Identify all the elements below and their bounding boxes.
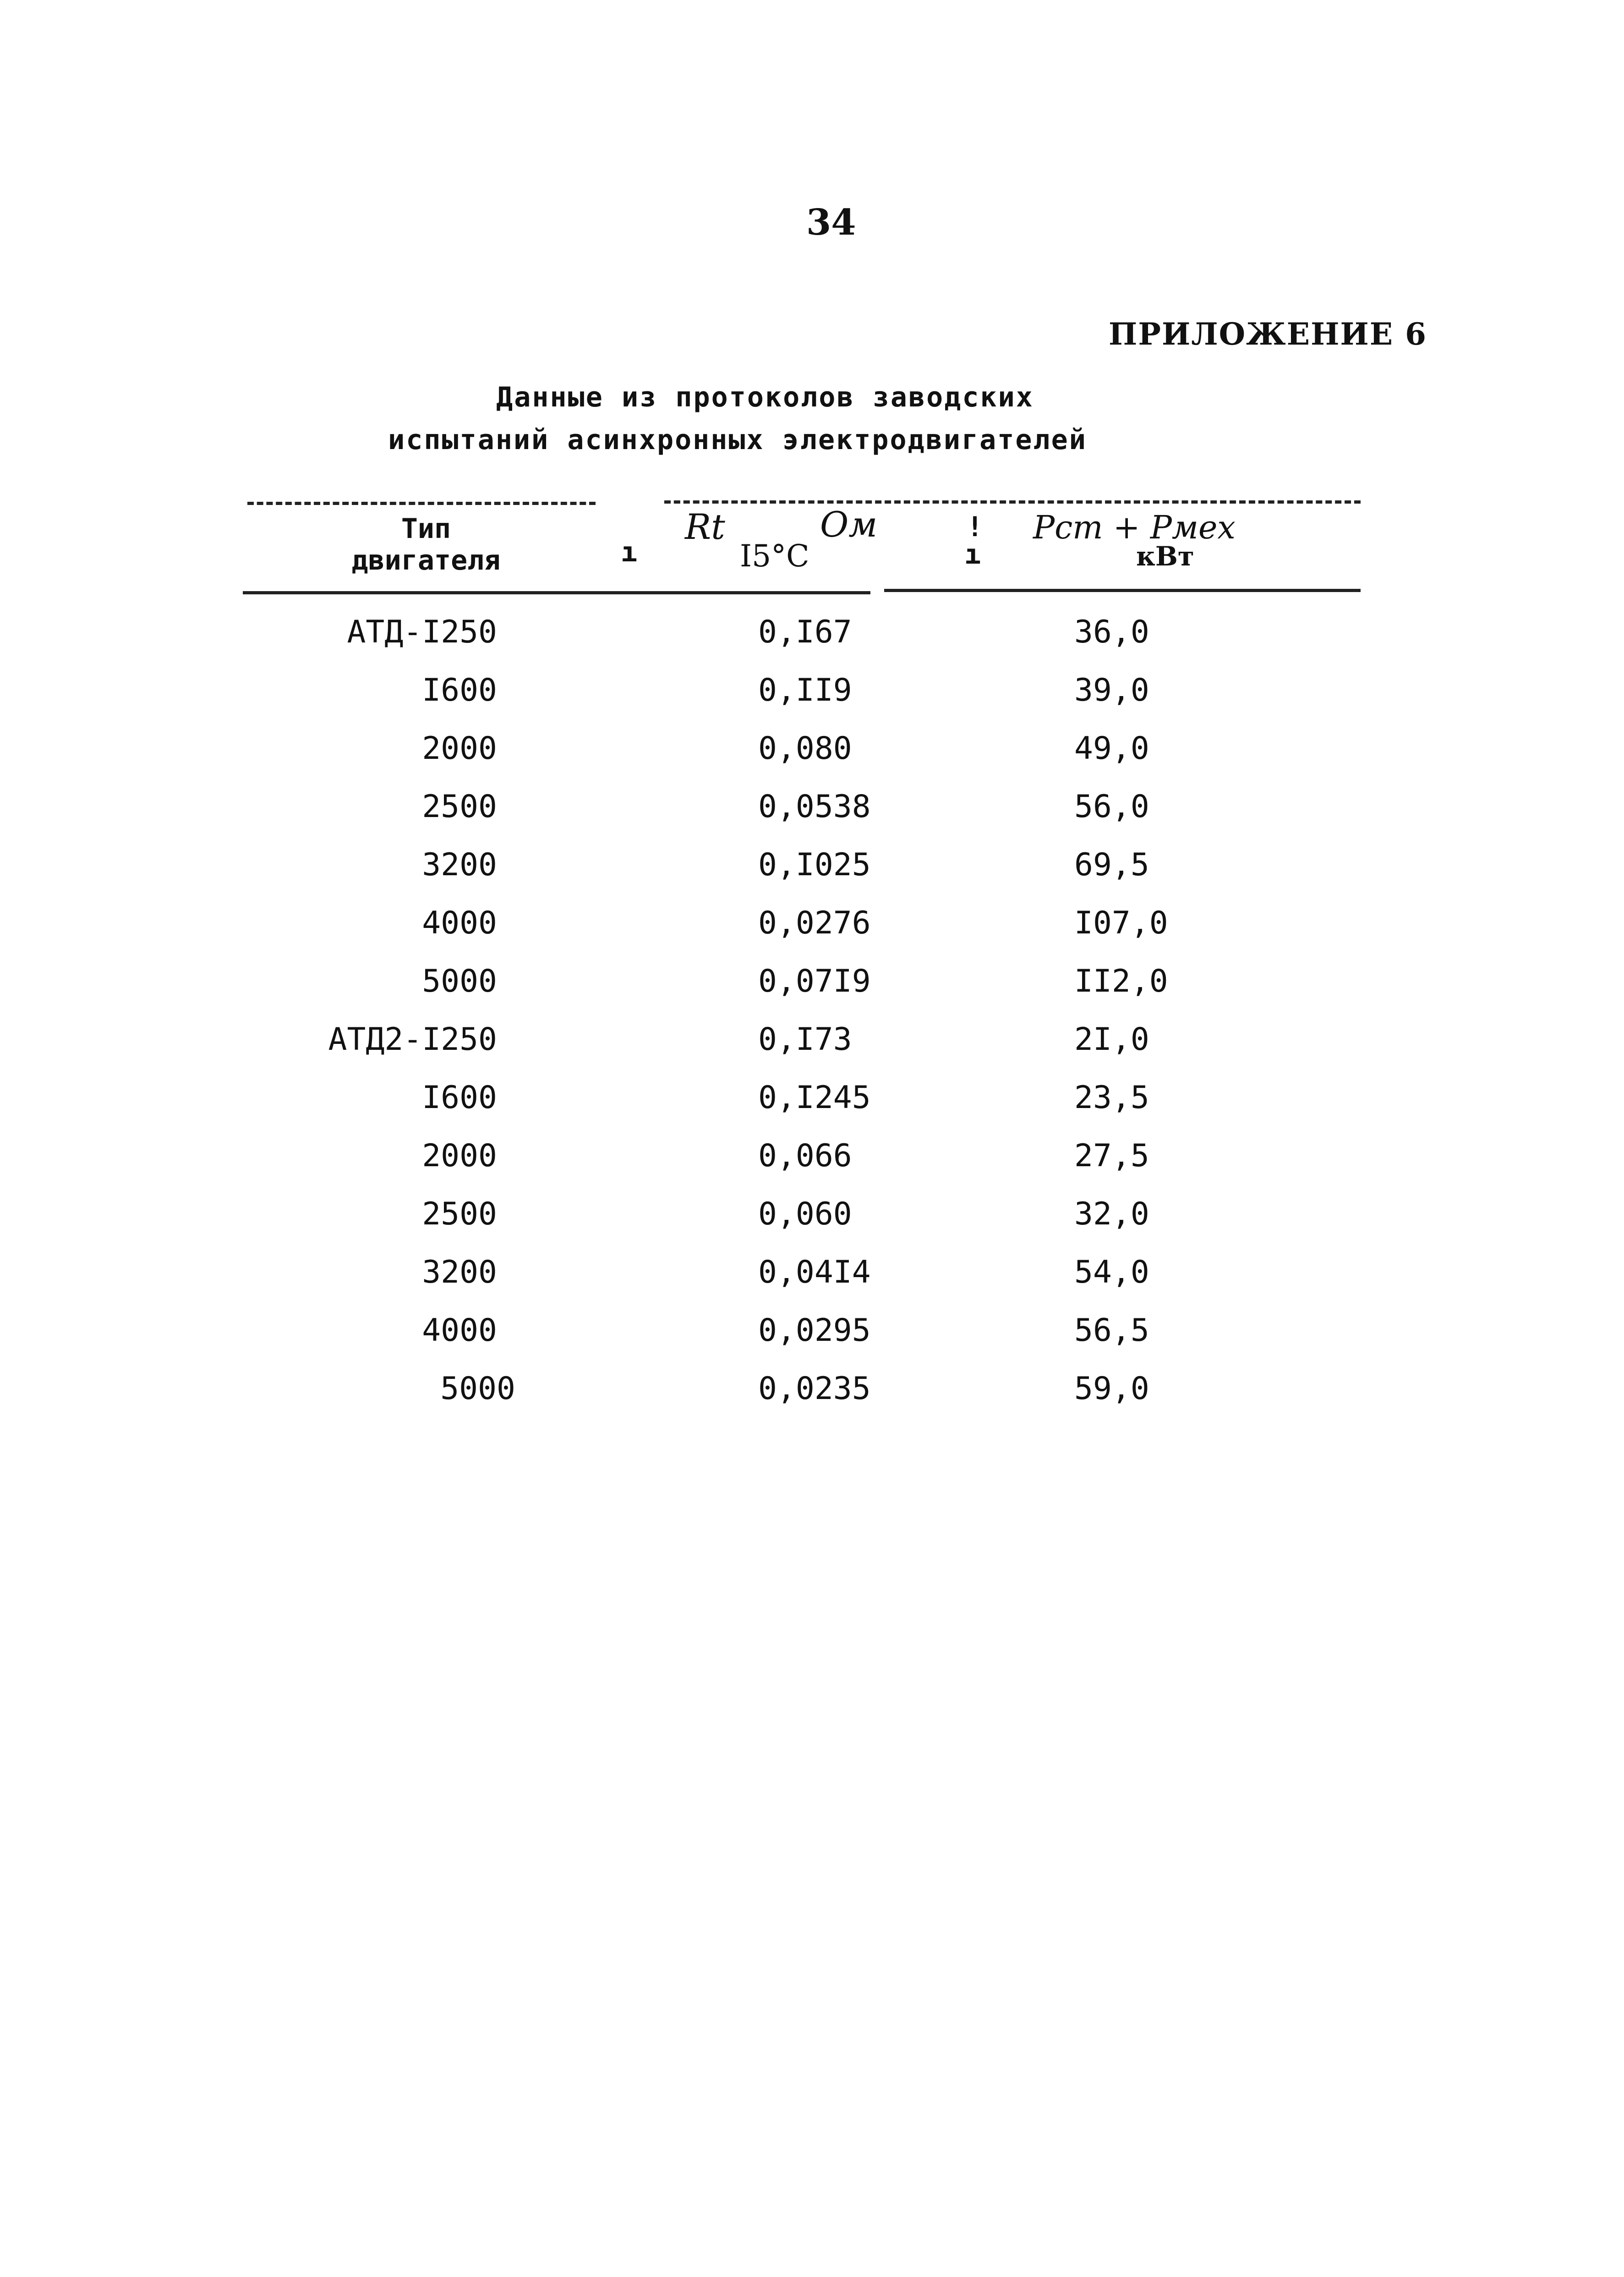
resistance-value: 0,0295 [758, 1312, 871, 1349]
power-value: 2I,0 [1074, 1021, 1149, 1058]
header-power-formula: Pст + Pмех [1033, 509, 1236, 546]
power-value: 36,0 [1074, 614, 1149, 650]
header-resistance-symbol: Rt [685, 506, 725, 547]
resistance-value: 0,080 [758, 730, 852, 767]
power-value: 56,5 [1074, 1312, 1149, 1349]
power-value: 59,0 [1074, 1371, 1149, 1407]
table-row [0, 1254, 1624, 1309]
table-row [0, 730, 1624, 785]
table-title-line2: испытаний асинхронных электродвигателей [388, 424, 1087, 456]
motor-type: 5000 [440, 1371, 515, 1407]
power-value: 49,0 [1074, 730, 1149, 767]
table-row [0, 614, 1624, 669]
header-type-column [293, 513, 559, 576]
motor-type: АТД-I250 [347, 614, 497, 650]
power-value: II2,0 [1074, 963, 1168, 999]
resistance-value: 0,0538 [758, 789, 871, 825]
motor-type: 3200 [422, 1254, 497, 1290]
motor-type: 4000 [422, 905, 497, 941]
resistance-value: 0,0235 [758, 1371, 871, 1407]
motor-type: I600 [422, 672, 497, 708]
table-row [0, 905, 1624, 960]
motor-type: 2000 [422, 1138, 497, 1174]
table-row [0, 1021, 1624, 1076]
power-value: 27,5 [1074, 1138, 1149, 1174]
resistance-value: 0,II9 [758, 672, 852, 708]
motor-type: 2000 [422, 730, 497, 767]
power-value: 32,0 [1074, 1196, 1149, 1232]
motor-type: АТД2-I250 [328, 1021, 497, 1058]
table-row [0, 1080, 1624, 1135]
header-power-unit: кВт [1136, 541, 1194, 572]
resistance-value: 0,066 [758, 1138, 852, 1174]
resistance-value: 0,I67 [758, 614, 852, 650]
motor-type: 4000 [422, 1312, 497, 1349]
header-bottom-rule-left [243, 591, 870, 594]
header-resistance-temp: I5°C [740, 538, 809, 574]
resistance-value: 0,I73 [758, 1021, 852, 1058]
header-top-rule-right [664, 500, 1361, 504]
resistance-value: 0,I025 [758, 847, 871, 883]
power-value: 69,5 [1074, 847, 1149, 883]
motor-type: 3200 [422, 847, 497, 883]
table-row [0, 847, 1624, 902]
motor-type: 2500 [422, 1196, 497, 1232]
power-value: I07,0 [1074, 905, 1168, 941]
header-separator-1: ı [621, 536, 638, 568]
header-type-line2: двигателя [351, 544, 501, 576]
appendix-label: ПРИЛОЖЕНИЕ 6 [1109, 316, 1427, 352]
header-type-line1: Тип [401, 513, 451, 545]
header-bottom-rule-right [884, 589, 1361, 592]
header-resistance-unit: Ом [820, 504, 878, 545]
page-number: 34 [806, 202, 856, 243]
table-row [0, 789, 1624, 844]
header-separator-2b: ı [964, 538, 981, 571]
table-row [0, 963, 1624, 1018]
table-row [0, 1138, 1624, 1193]
resistance-value: 0,060 [758, 1196, 852, 1232]
motor-type: 5000 [422, 963, 497, 999]
motor-type: I600 [422, 1080, 497, 1116]
table-row [0, 1196, 1624, 1251]
resistance-value: 0,I245 [758, 1080, 871, 1116]
power-value: 56,0 [1074, 789, 1149, 825]
power-value: 54,0 [1074, 1254, 1149, 1290]
resistance-value: 0,04I4 [758, 1254, 871, 1290]
table-row [0, 1312, 1624, 1367]
table-title-line1: Данные из протоколов заводских [496, 381, 1034, 413]
motor-type: 2500 [422, 789, 497, 825]
table-row [0, 672, 1624, 727]
resistance-value: 0,0276 [758, 905, 871, 941]
resistance-value: 0,07I9 [758, 963, 871, 999]
power-value: 23,5 [1074, 1080, 1149, 1116]
table-row [0, 1371, 1624, 1426]
power-value: 39,0 [1074, 672, 1149, 708]
header-separator-2: ! [967, 511, 984, 543]
header-top-rule [247, 502, 596, 505]
